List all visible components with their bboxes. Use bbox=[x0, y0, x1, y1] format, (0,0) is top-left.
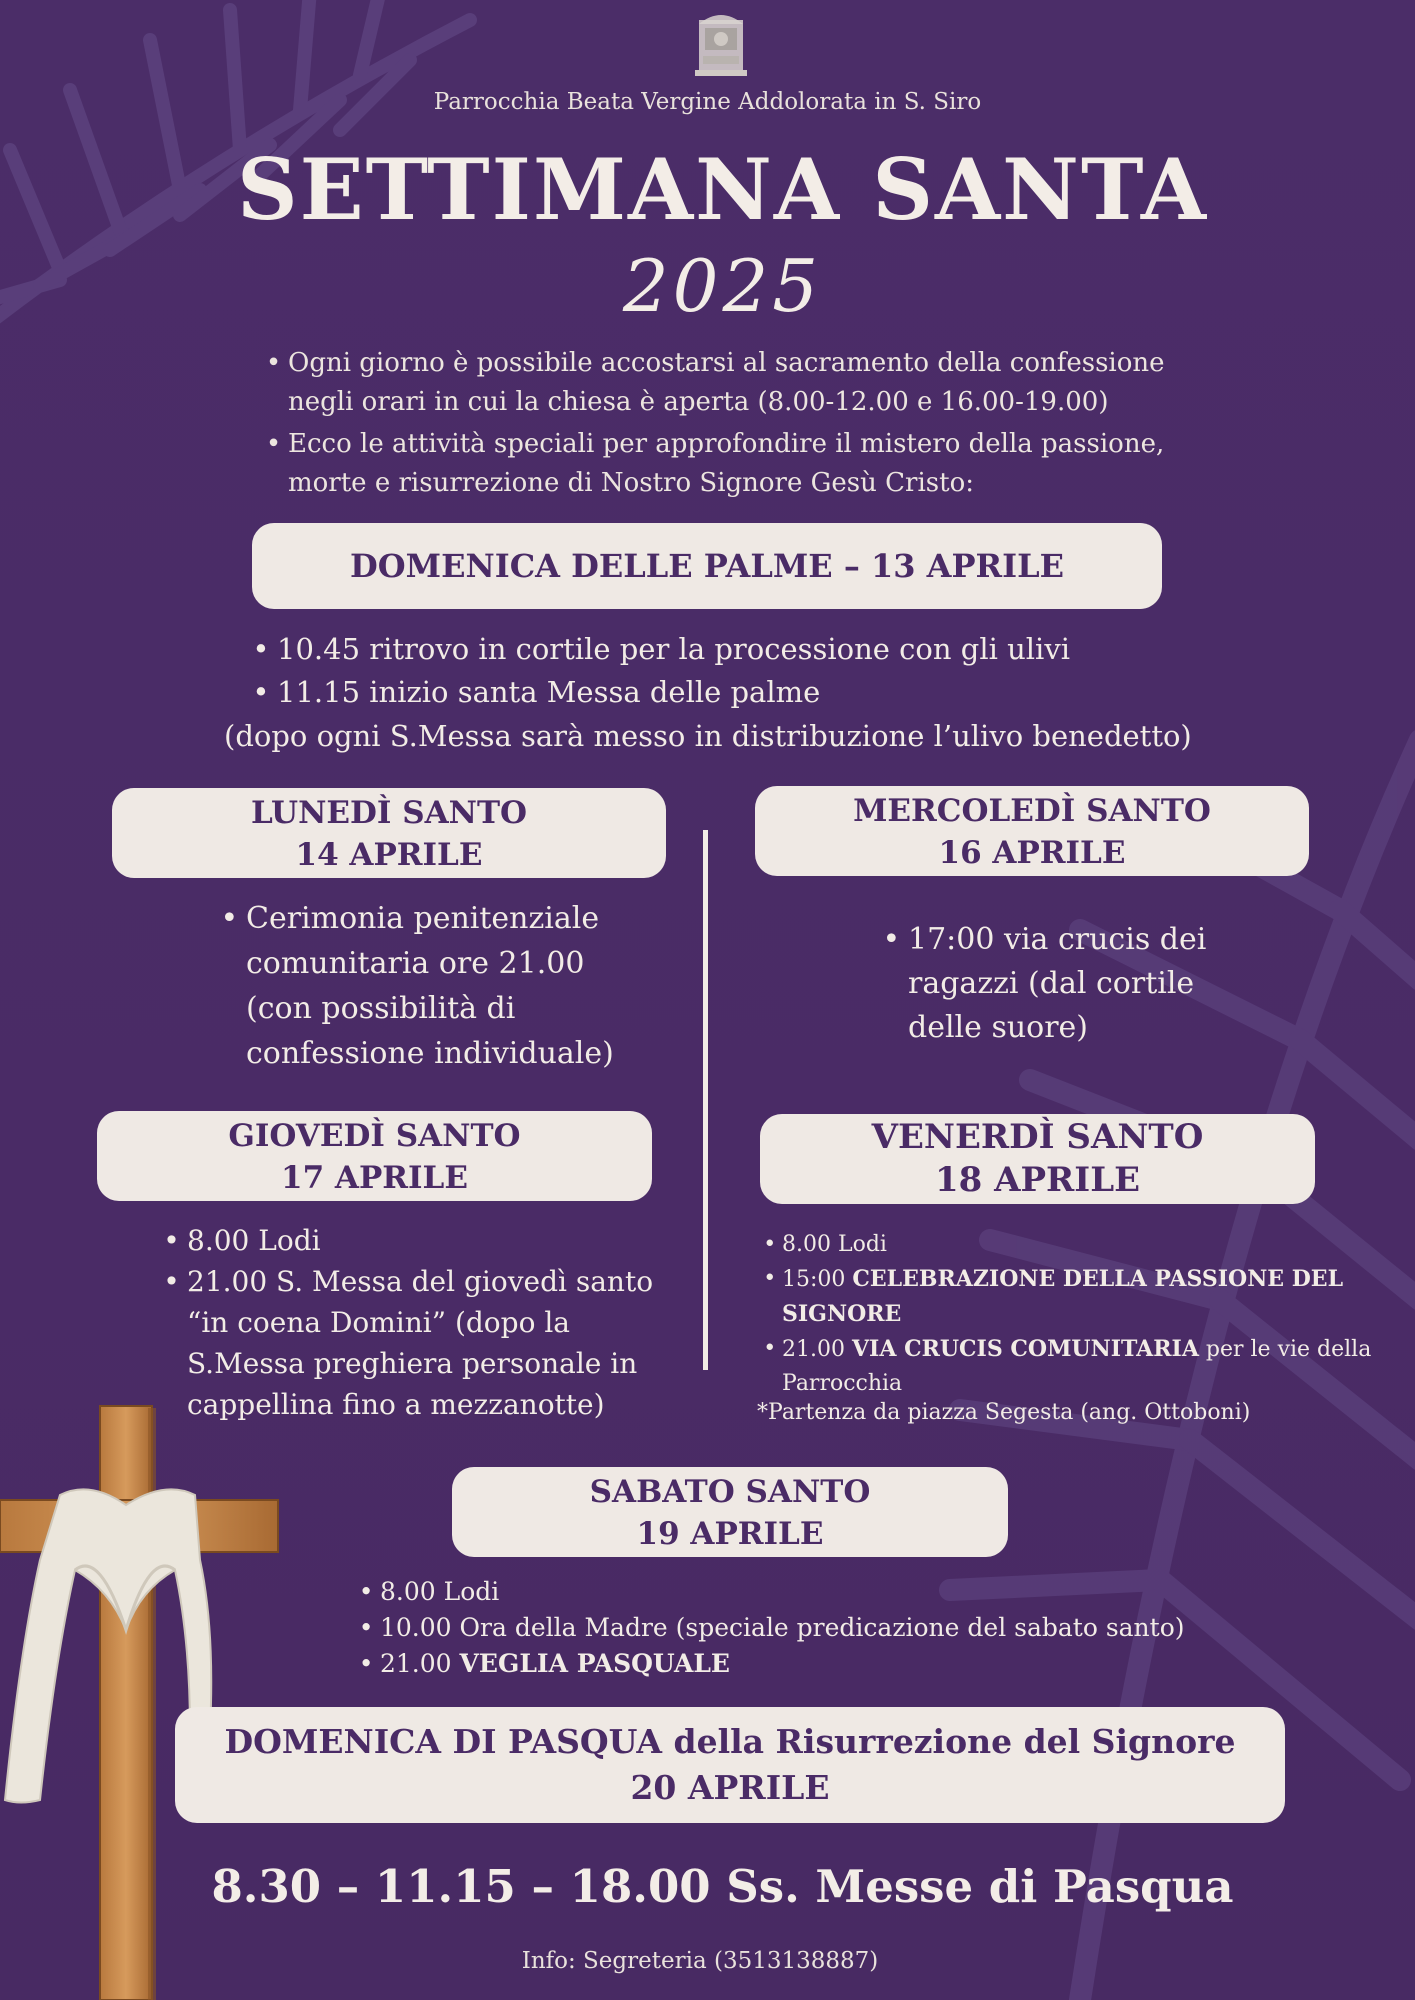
list-item: • 21.00 S. Messa del giovedì santo “in coena Domini” (dopo la S.Messa preghiera personale in cappellina fino a mezzanotte) bbox=[159, 1261, 669, 1425]
giovedi-date: 17 APRILE bbox=[281, 1160, 468, 1196]
palme-list bbox=[248, 628, 1288, 714]
lunedi-list bbox=[216, 896, 616, 1076]
list-item: • 17:00 via crucis dei ragazzi (dal cortile delle suore) bbox=[878, 918, 1208, 1050]
footer-info: Info: Segreteria (3513138887) bbox=[521, 1948, 879, 1974]
venerdi-header bbox=[760, 1114, 1315, 1204]
lunedi-title: LUNEDÌ SANTO bbox=[250, 795, 528, 831]
giovedi-title: GIOVEDÌ SANTO bbox=[228, 1118, 521, 1154]
column-divider bbox=[703, 830, 708, 1370]
list-item: • Cerimonia penitenziale comunitaria ore 21.00 (con possibilità di confessione individuale) bbox=[216, 896, 616, 1076]
year: 2025 bbox=[622, 244, 823, 328]
sabato-date: 19 APRILE bbox=[636, 1516, 824, 1552]
venerdi-list bbox=[760, 1228, 1400, 1401]
palme-header bbox=[252, 523, 1162, 609]
church-logo-icon bbox=[693, 10, 749, 78]
intro-list bbox=[262, 344, 1222, 503]
list-item: • 8.00 Lodi bbox=[159, 1220, 669, 1261]
list-item: • 15:00 CELEBRAZIONE DELLA PASSIONE DEL SIGNORE bbox=[760, 1262, 1400, 1332]
sabato-list bbox=[355, 1574, 1255, 1682]
intro-item: • Ecco le attività speciali per approfondire il mistero della passione, morte e risurrezione di Nostro Signore Gesù Cristo: bbox=[262, 425, 1222, 503]
palme-note: (dopo ogni S.Messa sarà messo in distribuzione l’ulivo benedetto) bbox=[224, 719, 1192, 753]
mercoledi-date: 16 APRILE bbox=[938, 835, 1126, 871]
parish-name: Parrocchia Beata Vergine Addolorata in S. Siro bbox=[433, 89, 982, 115]
list-item: • 10.00 Ora della Madre (speciale predicazione del sabato santo) bbox=[355, 1610, 1255, 1646]
list-item: • 8.00 Lodi bbox=[760, 1228, 1400, 1262]
venerdi-title: VENERDÌ SANTO bbox=[871, 1117, 1204, 1157]
intro-item: • Ogni giorno è possibile accostarsi al sacramento della confessione negli orari in cui la chiesa è aperta (8.00-12.00 e 16.00-19.00) bbox=[262, 344, 1222, 422]
sabato-title: SABATO SANTO bbox=[589, 1474, 871, 1510]
mercoledi-header bbox=[755, 786, 1309, 876]
list-item: • 11.15 inizio santa Messa delle palme bbox=[248, 671, 1288, 714]
list-item: • 21.00 VIA CRUCIS COMUNITARIA per le vie della Parrocchia bbox=[760, 1332, 1400, 1401]
list-item: • 8.00 Lodi bbox=[355, 1574, 1255, 1610]
list-item: • 21.00 VEGLIA PASQUALE bbox=[355, 1646, 1255, 1682]
pasqua-masses: 8.30 – 11.15 – 18.00 Ss. Messe di Pasqua bbox=[211, 1860, 1234, 1913]
lunedi-header bbox=[112, 788, 666, 878]
pasqua-date: 20 APRILE bbox=[630, 1768, 830, 1807]
giovedi-header bbox=[97, 1111, 652, 1201]
sabato-header bbox=[452, 1467, 1008, 1557]
mercoledi-list bbox=[878, 918, 1208, 1050]
venerdi-note: *Partenza da piazza Segesta (ang. Ottoboni) bbox=[757, 1400, 1251, 1425]
list-item: • 10.45 ritrovo in cortile per la processione con gli ulivi bbox=[248, 628, 1288, 671]
mercoledi-title: MERCOLEDÌ SANTO bbox=[853, 793, 1211, 829]
pasqua-header bbox=[175, 1707, 1285, 1823]
venerdi-date: 18 APRILE bbox=[934, 1160, 1141, 1200]
palme-title: DOMENICA DELLE PALME – 13 APRILE bbox=[350, 547, 1064, 585]
pasqua-title: DOMENICA DI PASQUA della Risurrezione del Signore bbox=[224, 1722, 1236, 1761]
page-title: SETTIMANA SANTA bbox=[236, 140, 1209, 239]
giovedi-list bbox=[159, 1220, 669, 1425]
lunedi-date: 14 APRILE bbox=[295, 837, 483, 873]
